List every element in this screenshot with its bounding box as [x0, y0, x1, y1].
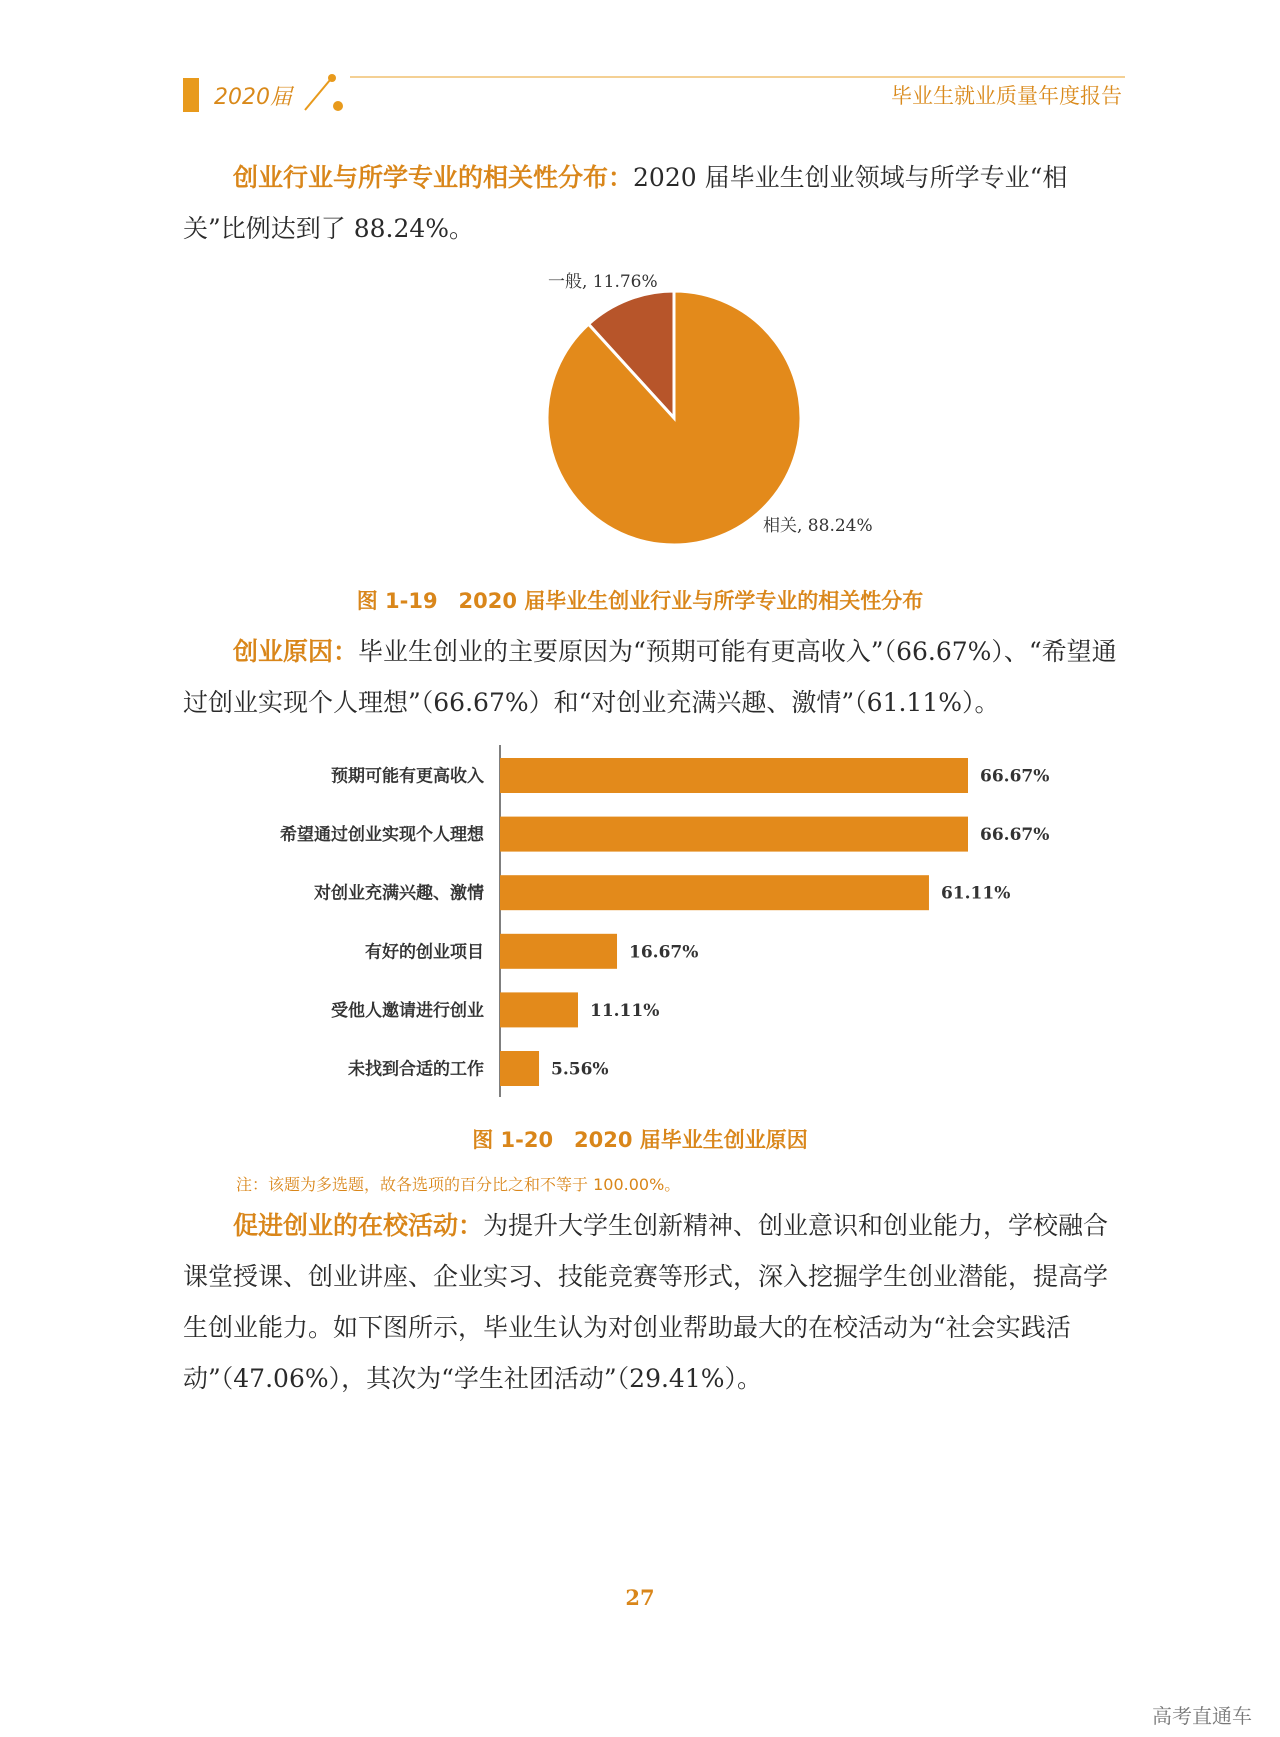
bar-value-label: 16.67%	[629, 942, 699, 963]
paragraph-lead: 创业原因：	[233, 637, 359, 666]
bar-category-label: 对创业充满兴趣、激情	[314, 883, 484, 904]
paragraph-text: 毕业生创业的主要原因为“预期可能有更高收入”（66.67%）、“希望通过创业实现个人理想”（66.67%）和“对创业充满兴趣、激情”（61.11%）。	[183, 637, 1117, 717]
paragraph-lead: 创业行业与所学专业的相关性分布：	[233, 163, 634, 192]
pie-label-2: 相关, 88.24%	[763, 516, 873, 536]
bar-category-label: 预期可能有更高收入	[331, 766, 484, 787]
bar-1	[500, 758, 968, 793]
bar-value-label: 11.11%	[589, 1000, 660, 1021]
bar-value-label: 66.67%	[980, 766, 1050, 787]
bar-category-label: 希望通过创业实现个人理想	[280, 825, 484, 846]
paragraph-text: 2020 届毕业生创业领域与所学专业“相关”比例达到了 88.24%。	[183, 163, 1068, 243]
bar-category-label: 有好的创业项目	[365, 942, 484, 963]
bar-4	[500, 934, 617, 969]
paragraph-reasons	[183, 626, 1123, 728]
pie-chart	[547, 272, 873, 545]
figure-20-caption: 图 1-20 2020 届毕业生创业原因	[472, 1128, 808, 1152]
bar-2	[500, 817, 968, 852]
bar-value-label: 5.56%	[551, 1059, 609, 1080]
bar-6	[500, 1051, 539, 1086]
pie-slice-2	[547, 291, 801, 545]
bar-value-label: 66.67%	[980, 825, 1050, 846]
header-title: 毕业生就业质量年度报告	[891, 84, 1122, 108]
pie-label-1: 一般, 11.76%	[548, 272, 658, 292]
paragraph-activities	[183, 1200, 1123, 1404]
page-number: 27	[625, 1585, 655, 1610]
figure-20-note: 注：该题为多选题，故各选项的百分比之和不等于 100.00%。	[236, 1175, 681, 1194]
bar-category-label: 未找到合适的工作	[348, 1059, 484, 1080]
header-year: 2020届	[214, 85, 292, 110]
bar-5	[500, 992, 578, 1027]
figure-19-caption: 图 1-19 2020 届毕业生创业行业与所学专业的相关性分布	[356, 589, 924, 613]
bar-category-label: 受他人邀请进行创业	[331, 1000, 484, 1021]
watermark: 高考直通车	[1152, 1704, 1252, 1728]
paragraph-text: 为提升大学生创新精神、创业意识和创业能力，学校融合课堂授课、创业讲座、企业实习、技能竞赛等形式，深入挖掘学生创业潜能，提高学生创业能力。如下图所示，毕业生认为对创业帮助最大的在校活动为“社会实践活动”（47.06%），其次为“学生社团活动”（29.41%）。	[183, 1211, 1109, 1393]
bar-chart	[280, 745, 1049, 1097]
bar-value-label: 61.11%	[940, 883, 1011, 904]
bar-3	[500, 875, 929, 910]
paragraph-lead: 促进创业的在校活动：	[233, 1211, 484, 1240]
